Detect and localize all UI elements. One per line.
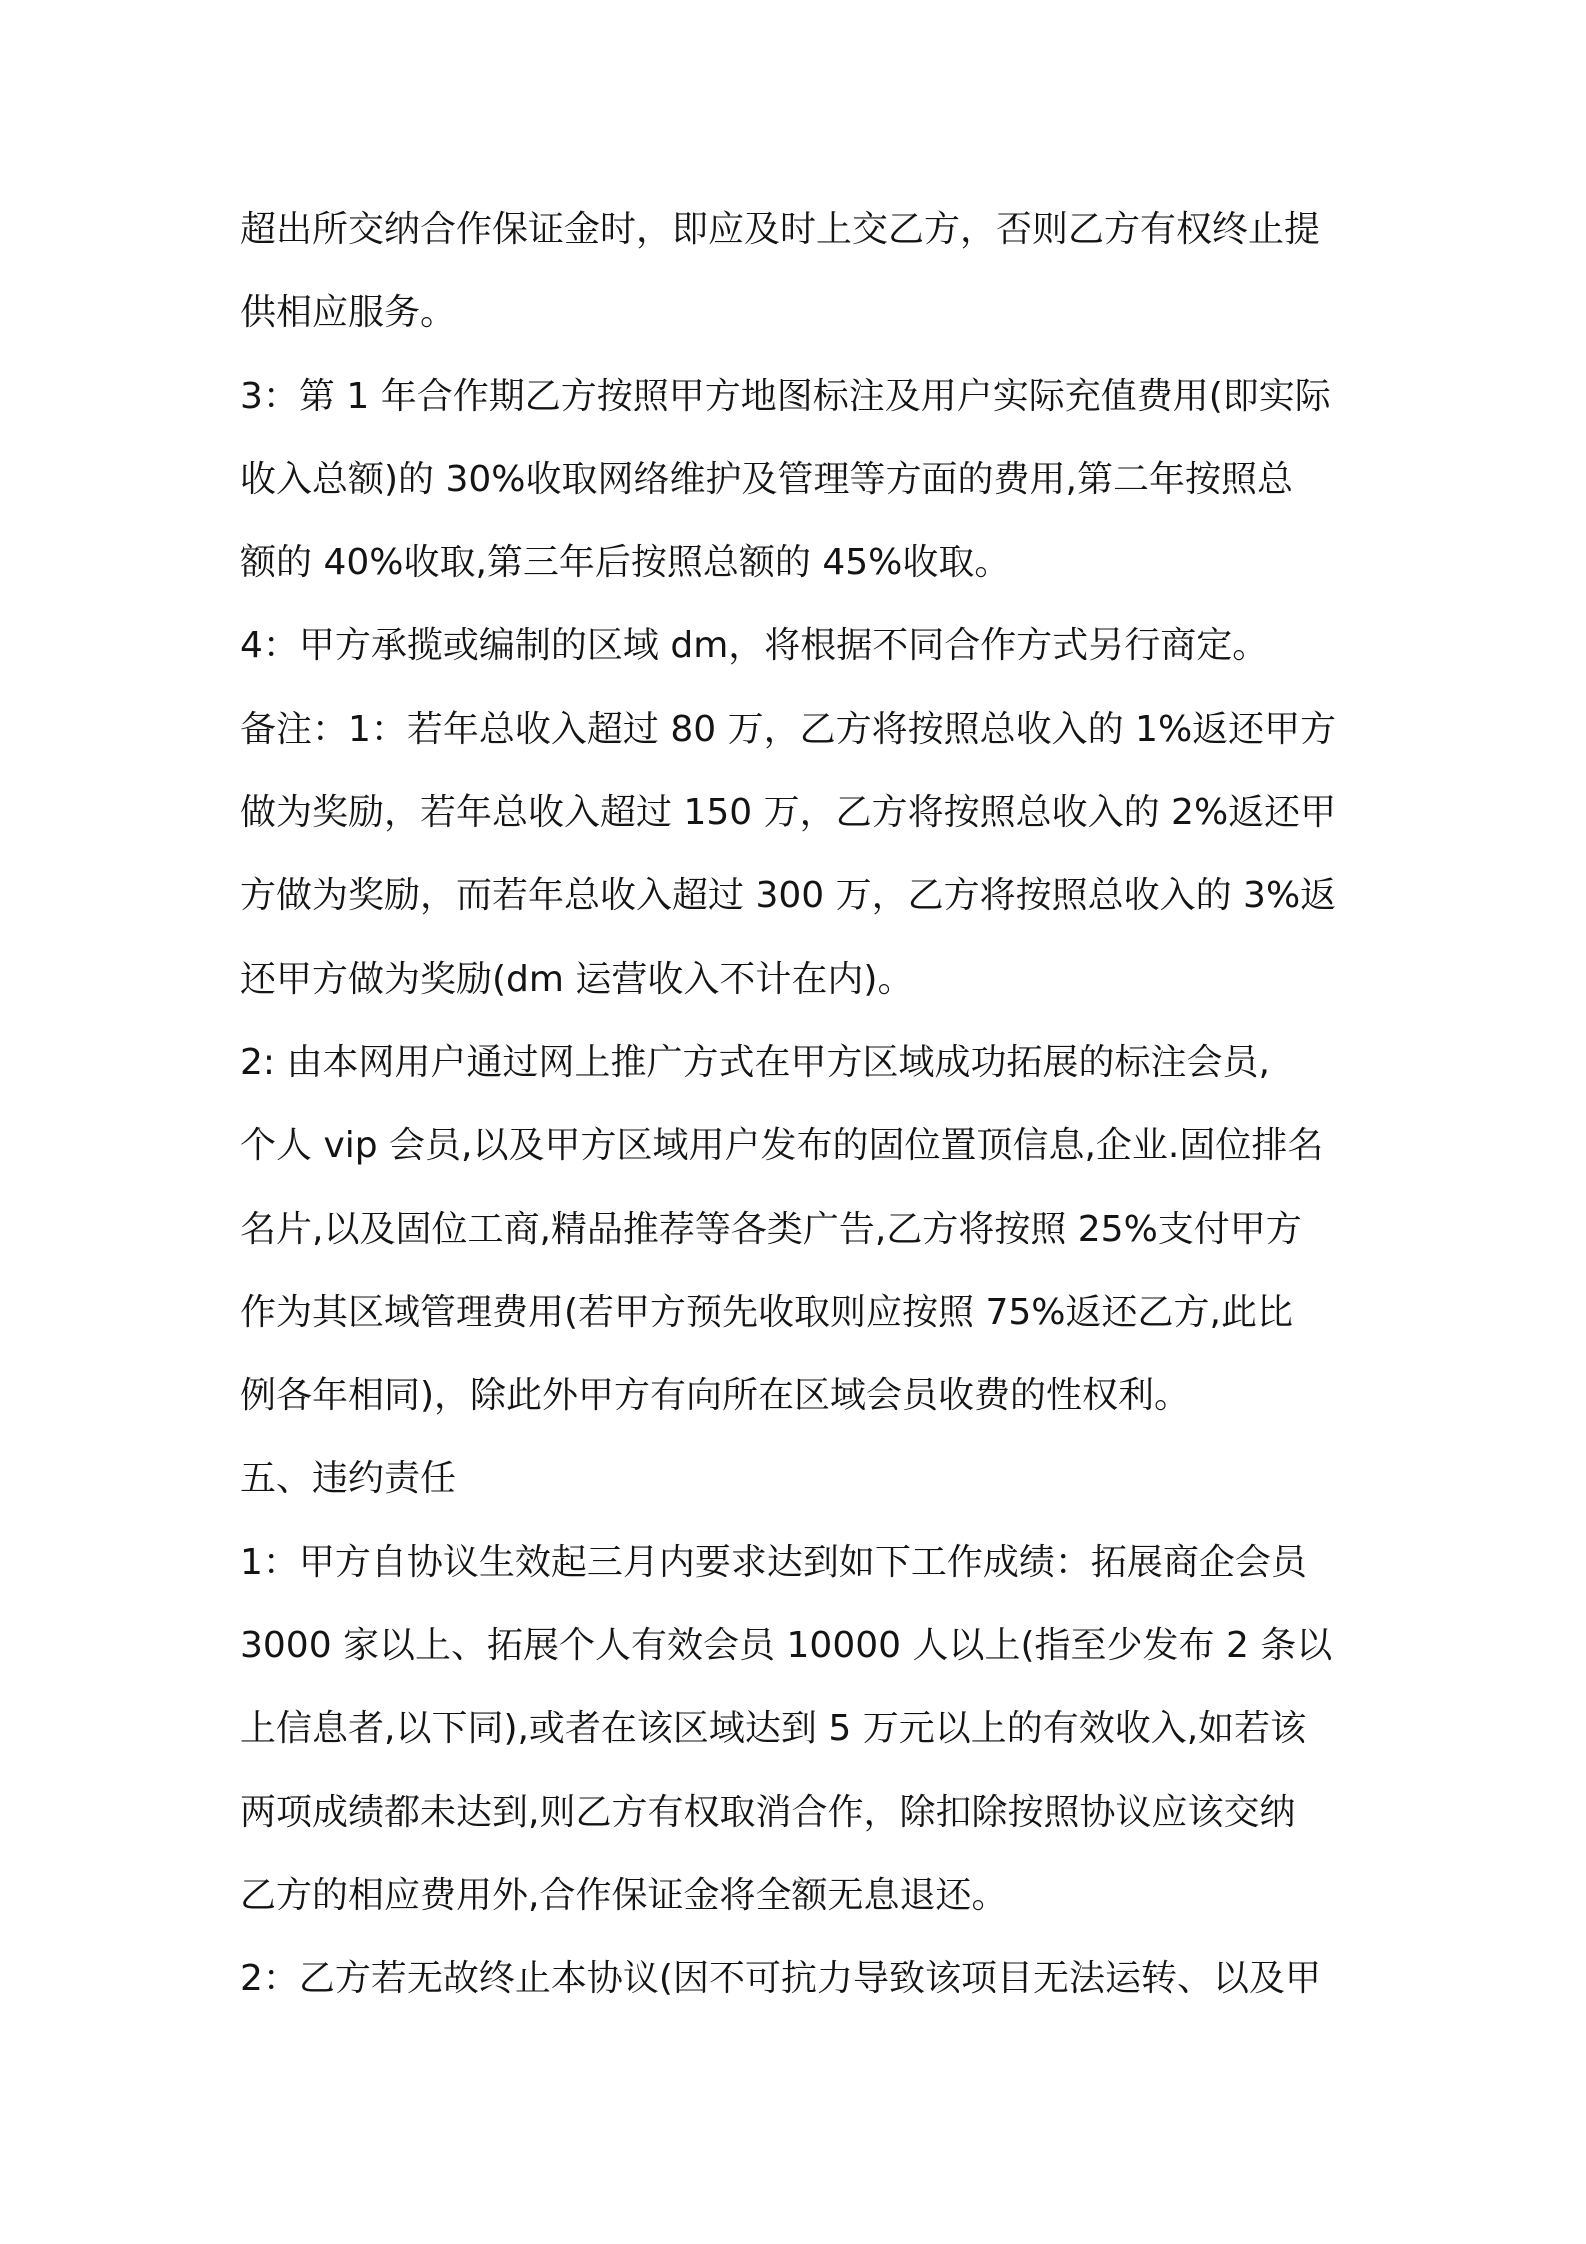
- text-line: 做为奖励，若年总收入超过 150 万，乙方将按照总收入的 2%返还甲: [240, 792, 1337, 834]
- text-line: 上信息者,以下同),或者在该区域达到 5 万元以上的有效收入,如若该: [240, 1708, 1307, 1750]
- text-line: 收入总额)的 30%收取网络维护及管理等方面的费用,第二年按照总: [240, 458, 1293, 500]
- text-line: 1：甲方自协议生效起三月内要求达到如下工作成绩：拓展商企会员: [240, 1541, 1307, 1583]
- text-line: 作为其区域管理费用(若甲方预先收取则应按照 75%返还乙方,此比: [240, 1291, 1293, 1333]
- text-line: 两项成绩都未达到,则乙方有权取消合作，除扣除按照协议应该交纳: [240, 1791, 1296, 1833]
- section-heading: 五、违约责任: [240, 1458, 457, 1500]
- text-line: 3000 家以上、拓展个人有效会员 10000 人以上(指至少发布 2 条以: [240, 1625, 1333, 1667]
- text-line: 个人 vip 会员,以及甲方区域用户发布的固位置顶信息,企业.固位排名: [240, 1125, 1324, 1167]
- document-body: [240, 188, 1365, 2021]
- text-line: 超出所交纳合作保证金时，即应及时上交乙方，否则乙方有权终止提: [240, 209, 1321, 250]
- text-line: 方做为奖励，而若年总收入超过 300 万，乙方将按照总收入的 3%返: [240, 875, 1337, 917]
- text-line: 2：乙方若无故终止本协议(因不可抗力导致该项目无法运转、以及甲: [240, 1958, 1321, 2000]
- text-line: 备注：1：若年总收入超过 80 万，乙方将按照总收入的 1%返还甲方: [240, 708, 1337, 750]
- text-line: 还甲方做为奖励(dm 运营收入不计在内)。: [240, 958, 914, 1000]
- text-line: 2: 由本网用户通过网上推广方式在甲方区域成功拓展的标注会员,: [240, 1041, 1270, 1083]
- text-line: 名片,以及固位工商,精品推荐等各类广告,乙方将按照 25%支付甲方: [240, 1208, 1302, 1250]
- text-line: 例各年相同)，除此外甲方有向所在区域会员收费的性权利。: [240, 1375, 1191, 1417]
- text-line: 3：第 1 年合作期乙方按照甲方地图标注及用户实际充值费用(即实际: [240, 375, 1331, 417]
- text-line: 乙方的相应费用外,合作保证金将全额无息退还。: [240, 1874, 1008, 1916]
- text-line: 供相应服务。: [240, 292, 457, 334]
- text-line: 额的 40%收取,第三年后按照总额的 45%收取。: [240, 542, 1011, 584]
- text-line: 4：甲方承揽或编制的区域 dm，将根据不同合作方式另行商定。: [240, 625, 1269, 667]
